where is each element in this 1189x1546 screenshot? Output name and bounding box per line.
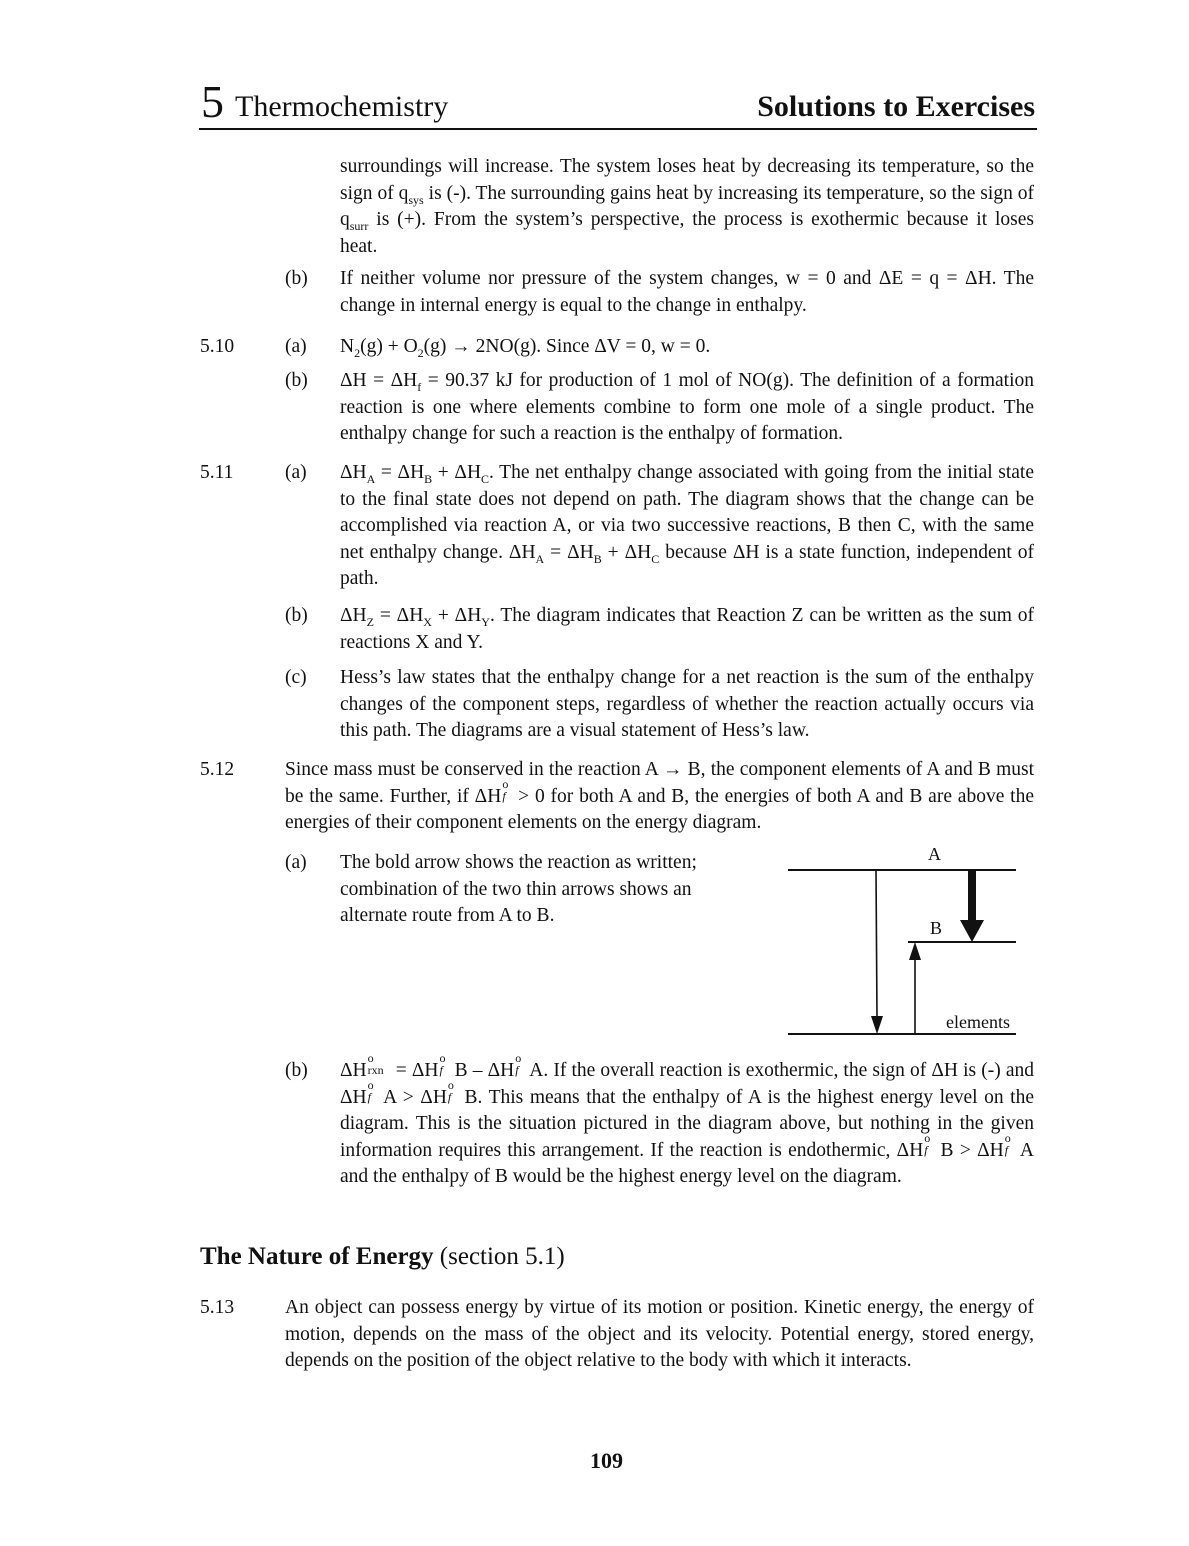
standard-formation-symbol <box>447 1077 458 1104</box>
ex-5-10-a-text <box>340 334 1034 361</box>
text: ΔH <box>340 605 367 626</box>
subscript: C <box>651 551 660 566</box>
standard-reaction-symbol <box>367 1051 391 1077</box>
text: = ΔH <box>544 541 594 563</box>
text: + ΔH <box>431 605 482 626</box>
subscript: rxn <box>367 1063 384 1077</box>
text: > 0 for both A and B, the energies of both A and B are above the energies of their component elements on the energy diagram. <box>285 785 1035 833</box>
chapter-number: 5 <box>201 76 224 127</box>
section-heading <box>200 1242 565 1272</box>
standard-formation-symbol <box>501 776 512 803</box>
item-label: (c) <box>285 667 307 688</box>
exercise-number: 5.11 <box>200 462 234 483</box>
text: (g) → 2NO(g). Since ΔV = 0, w = 0. <box>423 336 711 357</box>
subscript: Z <box>366 614 374 629</box>
continuation-b-text: If neither volume nor pressure of the system changes, w = 0 and ΔE = q = ΔH. The change in internal energy is equal to the change in enthalpy. <box>340 268 1034 316</box>
superscript: o <box>367 1051 374 1065</box>
page-header <box>199 78 1037 130</box>
text: A and the enthalpy of B would be the highest energy level on the diagram. <box>340 1139 1034 1187</box>
text: . The diagram indicates that Reaction Z can be written as the sum of reactions X and Y. <box>340 605 1035 653</box>
superscript: o <box>515 1051 522 1065</box>
subscript: f <box>417 379 422 394</box>
item-label: (a) <box>285 462 307 483</box>
subscript: 2 <box>417 345 424 360</box>
item-label: (a) <box>285 852 307 873</box>
item-label: (a) <box>285 336 307 357</box>
ex-5-10-b-text <box>340 368 1034 448</box>
ex-5-11-b-text <box>340 603 1034 656</box>
subscript: f <box>924 1142 928 1157</box>
text: N <box>340 336 355 357</box>
section-heading-title: The Nature of Energy <box>200 1243 434 1270</box>
item-label: (b) <box>285 1060 308 1081</box>
energy-diagram-graphic <box>780 840 1025 1040</box>
subscript: sys <box>408 192 424 207</box>
ex-5-12-intro-text <box>285 757 1034 837</box>
ex-5-13-text: An object can possess energy by virtue of its motion or position. Kinetic energy, the energy of motion, depends on the mass of the object and its velocity. Potential energy, stored energy, depends on the position of the object relative to the body with which it interacts. <box>285 1297 1034 1371</box>
subscript: surr <box>349 218 369 233</box>
standard-formation-symbol <box>1004 1130 1015 1157</box>
standard-formation-symbol <box>367 1077 378 1104</box>
text: = ΔH <box>375 462 425 483</box>
text: = 90.37 kJ for production of 1 mol of NO(g). The definition of a formation reaction is one where elements combine to form one mole of a single product. The enthalpy change for such a reaction is the enthalpy of formation. <box>340 370 1034 444</box>
level-b-label: B <box>930 918 943 938</box>
superscript: o <box>367 1077 374 1092</box>
subscript: f <box>439 1063 443 1077</box>
ex-5-11-c-text: Hess’s law states that the enthalpy change for a net reaction is the sum of the enthalpy changes of the component steps, regardless of whether the reaction actually occurs via this path. The diagrams are a visual statement of Hess’s law. <box>340 667 1034 741</box>
superscript: o <box>447 1077 454 1092</box>
subscript: B <box>424 471 433 486</box>
text: B – ΔH <box>449 1060 515 1081</box>
page-number: 109 <box>590 1448 623 1473</box>
text: A. If the overall reaction is exothermic, the sign of ΔH is (-) and ΔH <box>340 1060 1034 1108</box>
superscript: o <box>924 1130 931 1145</box>
subscript: X <box>423 614 432 629</box>
text: ΔH <box>340 1060 367 1081</box>
subscript: A <box>535 551 545 566</box>
text: + ΔH <box>432 462 482 483</box>
text: because ΔH is a state function, independent of path. <box>340 541 1034 589</box>
subscript: A <box>366 471 376 486</box>
superscript: o <box>502 776 509 791</box>
subscript: f <box>515 1063 519 1077</box>
exercise-number: 5.12 <box>200 759 235 780</box>
text: ΔH = ΔH <box>340 370 418 391</box>
text: is (-). The surrounding gains heat by increasing its temperature, so the sign of q <box>340 182 1034 230</box>
text: = ΔH <box>373 605 424 626</box>
text: (g) + O <box>360 336 418 357</box>
text: ΔH <box>340 462 367 483</box>
subscript: 2 <box>354 345 361 360</box>
standard-formation-symbol <box>514 1051 525 1077</box>
superscript: o <box>1004 1130 1011 1145</box>
standard-formation-symbol <box>923 1130 934 1157</box>
section-title: Solutions to Exercises <box>757 90 1035 123</box>
item-label: (b) <box>285 268 308 289</box>
elements-level-label: elements <box>946 1012 1010 1032</box>
text: B > ΔH <box>934 1139 1004 1161</box>
ex-5-11-a-text <box>340 460 1034 593</box>
subscript: f <box>367 1089 371 1104</box>
exercise-number: 5.13 <box>200 1297 235 1318</box>
text: . The net enthalpy change associated with going from the initial state to the final state does not depend on path. The diagram shows that the change can be accomplished via reaction A, or via two successive reactions, B then C, with the same net enthalpy change. ΔH <box>340 462 1035 563</box>
section-heading-reference: (section 5.1) <box>433 1243 565 1270</box>
ex-5-12-a-text: The bold arrow shows the reaction as written; combination of the two thin arrows shows an alternate route from A to B. <box>340 852 697 926</box>
item-label: (b) <box>285 605 308 626</box>
text: surroundings will increase. The system loses heat by decreasing its temperature, so the sign of q <box>340 156 1034 204</box>
text: B. This means that the enthalpy of A is the highest energy level on the diagram. This is the situation pictured in the diagram above, but nothing in the given information requires this arrangement. If the reaction is endothermic, ΔH <box>340 1086 1034 1161</box>
superscript: o <box>439 1051 446 1065</box>
text: Since mass must be conserved in the reaction A → B, the component elements of A and B must be the same. Further, if ΔH <box>285 759 1034 807</box>
item-label: (b) <box>285 370 308 391</box>
chapter-title: Thermochemistry <box>235 90 449 123</box>
exercise-number: 5.10 <box>200 336 235 357</box>
subscript: f <box>1004 1142 1009 1157</box>
level-a-label: A <box>928 844 941 864</box>
ex-5-12-b-text <box>340 1051 1034 1191</box>
text: + ΔH <box>601 541 652 563</box>
text: = ΔH <box>390 1060 439 1081</box>
standard-formation-symbol <box>439 1051 450 1077</box>
subscript: Y <box>481 614 490 629</box>
text: is (+). From the system’s perspective, the process is exothermic because it loses heat. <box>340 209 1034 257</box>
subscript: f <box>502 788 506 803</box>
energy-level-diagram <box>780 840 1025 1040</box>
subscript: f <box>447 1089 452 1104</box>
continuation-paragraph <box>340 154 1034 260</box>
subscript: B <box>593 551 602 566</box>
subscript: C <box>481 471 490 486</box>
text: A > ΔH <box>377 1086 447 1108</box>
